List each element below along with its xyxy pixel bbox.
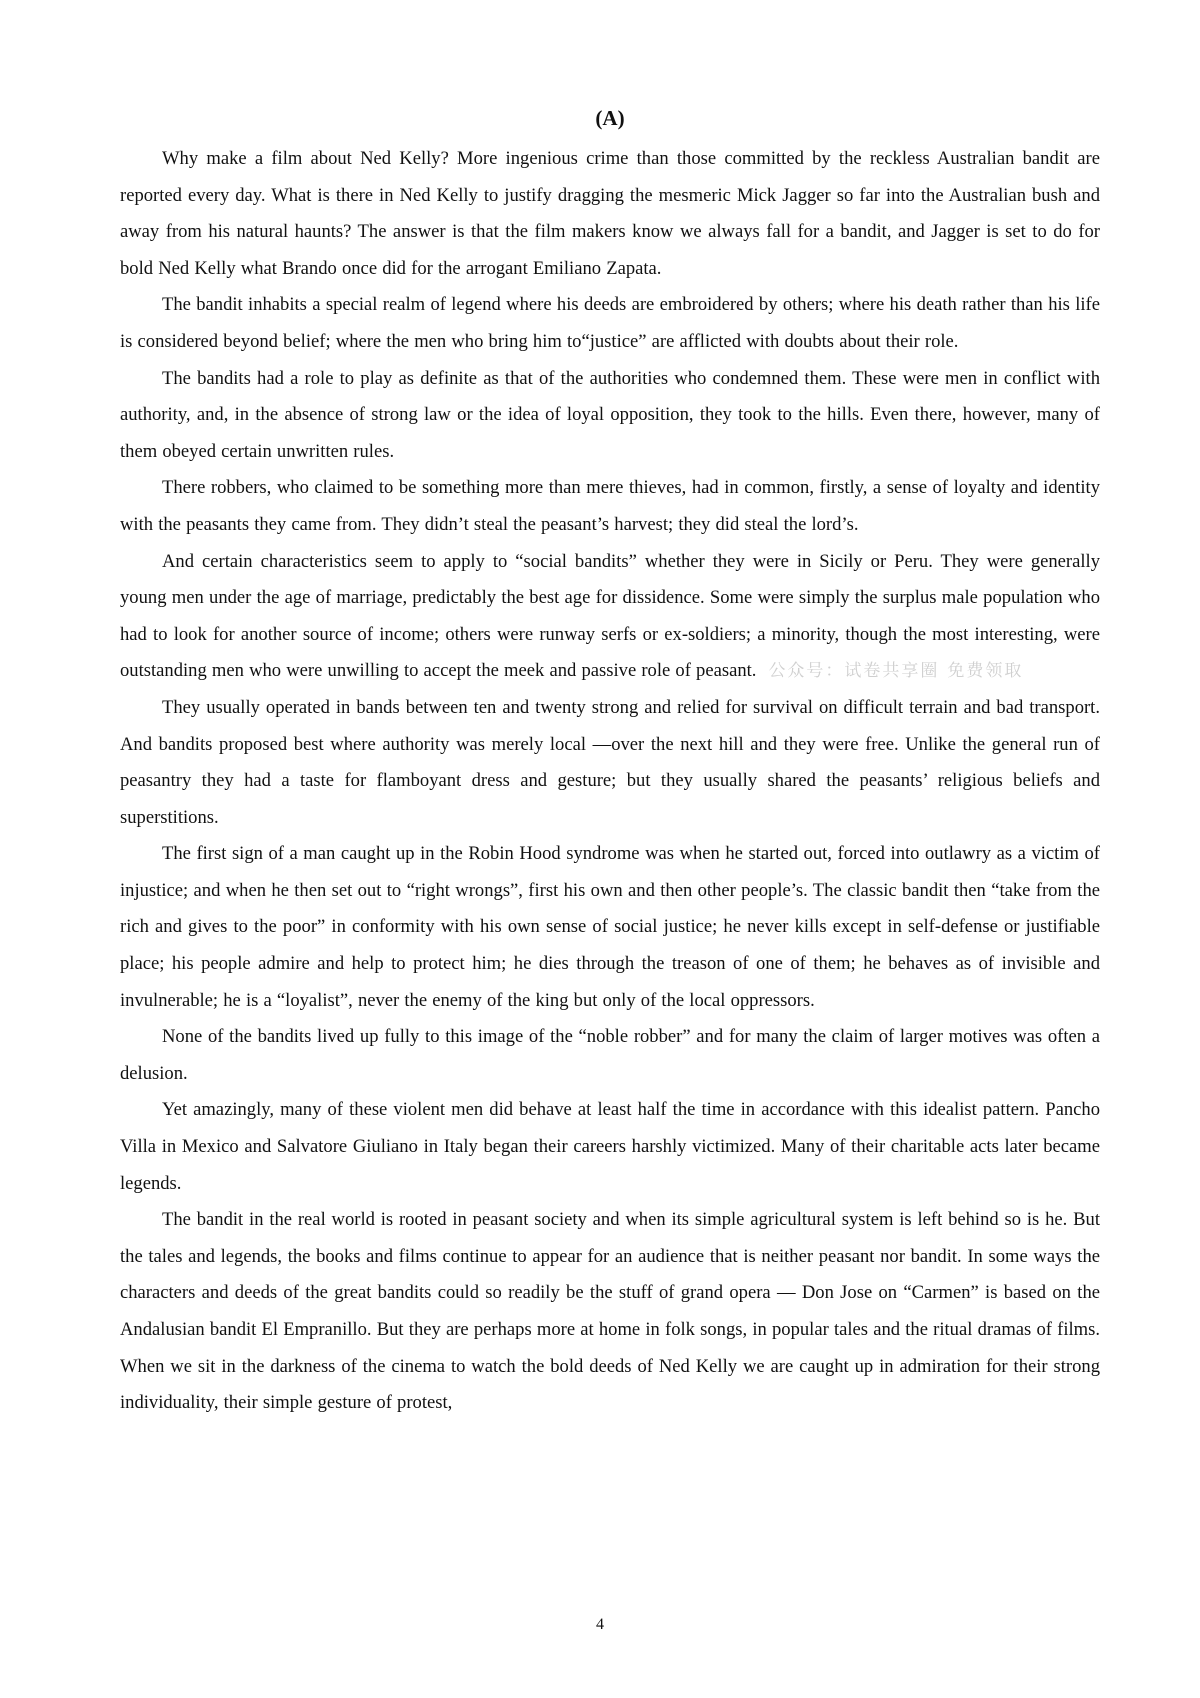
article-body [120, 141, 1100, 1422]
watermark-text: 公众号：试卷共享圈 免费领取 [768, 661, 1024, 682]
paragraph-5 [120, 544, 1100, 690]
paragraph-10: The bandit in the real world is rooted in peasant society and when its simple agricultural system is left behind so is he. But the tales and legends, the books and films continue to appear for an audience that is neither peasant nor bandit. In some ways the characters and deeds of the great bandits could so readily be the stuff of grand opera — Don Jose on “Carmen” is based on the Andalusian bandit El Empranillo. But they are perhaps more at home in folk songs, in popular tales and the ritual dramas of films. When we sit in the darkness of the cinema to watch the bold deeds of Ned Kelly we are caught up in admiration for their strong individuality, their simple gesture of protest, [120, 1209, 1100, 1414]
paragraph-8: None of the bandits lived up fully to this image of the “noble robber” and for many the claim of larger motives was often a delusion. [120, 1026, 1100, 1084]
paragraph-6: They usually operated in bands between ten and twenty strong and relied for survival on difficult terrain and bad transport. And bandits proposed best where authority was merely local —over the next hill and they were free. Unlike the general run of peasantry they had a taste for flamboyant dress and gesture; but they usually shared the peasants’ religious beliefs and superstitions. [120, 696, 1100, 828]
section-title: (A) [595, 106, 625, 130]
page-number: 4 [596, 1616, 604, 1633]
paragraph-7: The first sign of a man caught up in the Robin Hood syndrome was when he started out, forced into outlawry as a victim of injustice; and when he then set out to “right wrongs”, first his own and then other people’s. The classic bandit then “take from the rich and gives to the poor” in conformity with his own sense of social justice; he never kills except in self-defense or justifiable place; his people admire and help to protect him; he dies through the treason of one of them; he behaves as of invisible and invulnerable; he is a “loyalist”, never the enemy of the king but only of the local oppressors. [120, 843, 1100, 1011]
paragraph-9: Yet amazingly, many of these violent men did behave at least half the time in accordance with this idealist pattern. Pancho Villa in Mexico and Salvatore Giuliano in Italy began their careers harshly victimized. Many of their charitable acts later became legends. [120, 1099, 1100, 1194]
paragraph-1: Why make a film about Ned Kelly? More ingenious crime than those committed by the reckless Australian bandit are reported every day. What is there in Ned Kelly to justify dragging the mesmeric Mick Jagger so far into the Australian bush and away from his natural haunts? The answer is that the film makers know we always fall for a bandit, and Jagger is set to do for bold Ned Kelly what Brando once did for the arrogant Emiliano Zapata. [120, 148, 1100, 279]
paragraph-3: The bandits had a role to play as definite as that of the authorities who condemned them. These were men in conflict with authority, and, in the absence of strong law or the idea of loyal opposition, they took to the hills. Even there, however, many of them obeyed certain unwritten rules. [120, 367, 1100, 462]
paragraph-2: The bandit inhabits a special realm of legend where his deeds are embroidered by others; where his death rather than his life is considered beyond belief; where the men who bring him to“justice” are afflicted with doubts about their role. [120, 294, 1100, 352]
paragraph-5-text: And certain characteristics seem to apply to “social bandits” whether they were in Sicily or Peru. They were generally young men under the age of marriage, predictably the best age for dissidence. Some were simply the surplus male population who had to look for another source of income; others were runway serfs or ex-soldiers; a minority, though the most interesting, were outstanding men who were unwilling to accept the meek and passive role of peasant. [120, 550, 1100, 682]
paragraph-4: There robbers, who claimed to be something more than mere thieves, had in common, firstly, a sense of loyalty and identity with the peasants they came from. They didn’t steal the peasant’s harvest; they did steal the lord’s. [120, 477, 1100, 535]
